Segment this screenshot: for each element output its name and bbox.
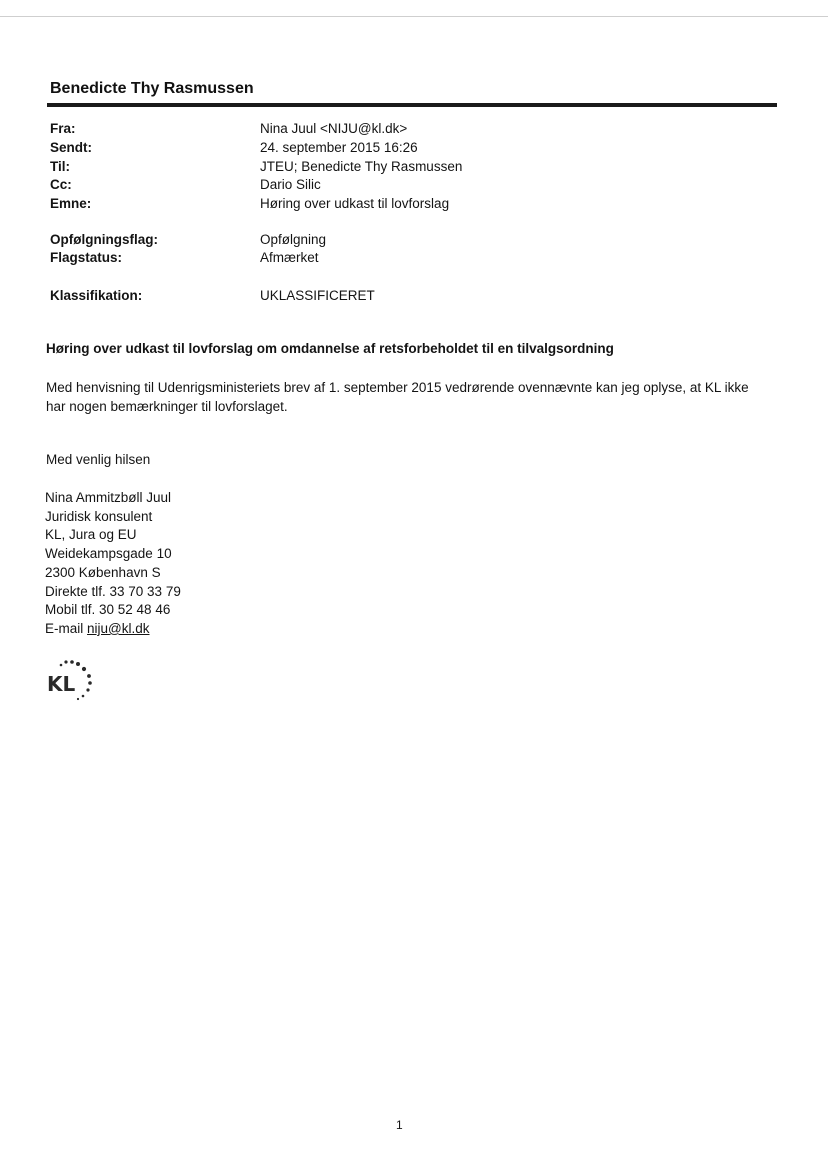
header-divider (47, 103, 777, 107)
subject-value: Høring over udkast til lovforslag (260, 196, 450, 211)
sent-label: Sendt: (50, 140, 92, 155)
signature-name: Nina Ammitzbøll Juul (45, 490, 172, 505)
email-body: Med henvisning til Udenrigsministeriets brev af 1. september 2015 vedrørende ovennævnte kan jeg oplyse, at KL ikke har nogen bemærkninger til lovforslaget. (46, 380, 749, 414)
flag-status-label: Flagstatus: (50, 250, 123, 265)
flag-status-value: Afmærket (260, 250, 319, 265)
subject-heading: Høring over udkast til lovforslag om omdannelse af retsforbeholdet til en tilvalgsordning (46, 341, 614, 356)
subject-label: Emne: (50, 196, 92, 211)
followup-flag-value: Opfølgning (260, 232, 327, 247)
followup-flag-label: Opfølgningsflag: (50, 232, 158, 247)
signature-title: Juridisk konsulent (45, 508, 153, 524)
greeting: Med venlig hilsen (46, 452, 151, 467)
classification-label: Klassifikation: (50, 288, 143, 303)
signature-city: 2300 København S (45, 564, 161, 580)
classification-value: UKLASSIFICERET (260, 288, 375, 303)
signature-mobile-phone: Mobil tlf. 30 52 48 46 (45, 602, 171, 618)
top-divider (0, 16, 828, 17)
to-value: JTEU; Benedicte Thy Rasmussen (260, 159, 463, 174)
to-label: Til: (50, 159, 70, 174)
kl-logo-text: KL (47, 672, 76, 696)
signature-email-row (45, 620, 181, 639)
signature-direct-phone: Direkte tlf. 33 70 33 79 (45, 583, 181, 599)
kl-logo (45, 657, 97, 701)
from-label: Fra: (50, 121, 76, 136)
page-number: 1 (396, 1118, 403, 1132)
cc-value: Dario Silic (260, 177, 321, 192)
mailbox-owner-name: Benedicte Thy Rasmussen (50, 80, 254, 97)
sent-value: 24. september 2015 16:26 (260, 140, 418, 155)
signature-department: KL, Jura og EU (45, 527, 137, 543)
email-link[interactable]: niju@kl.dk (87, 620, 150, 636)
from-value: Nina Juul <NIJU@kl.dk> (260, 121, 408, 136)
cc-label: Cc: (50, 177, 72, 192)
signature-street: Weidekampsgade 10 (45, 546, 172, 562)
email-prefix: E-mail (45, 620, 84, 636)
signature-block (45, 489, 181, 639)
